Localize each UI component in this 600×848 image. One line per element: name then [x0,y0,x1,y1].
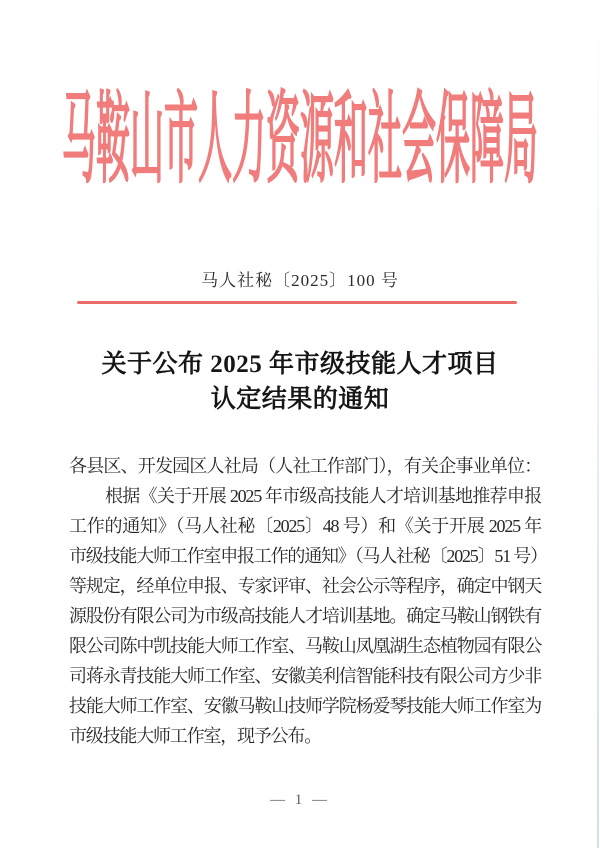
document-title-line2: 认定结果的通知 [210,386,390,413]
document-title-line1: 关于公布 2025 年市级技能人才项目 [101,351,499,378]
body-line: 技能大师工作室、安徽马鞍山技师学院杨爱琴技能大师工作室为 [69,696,541,716]
red-divider-line [77,301,517,304]
body-line: 等规定，经单位申报、专家评审、社会公示等程序，确定中钢天 [69,576,541,596]
body-line: 工作的通知》（马人社秘〔2025〕48 号）和《关于开展 2025 年 [69,516,541,536]
body-line: 根据《关于开展 2025 年市级高技能人才培训基地推荐申报 [105,486,541,506]
body-line: 源股份有限公司为市级高技能人才培训基地。确定马鞍山钢铁有 [69,606,541,626]
body-line: 各县区、开发园区人社局（人社工作部门），有关企事业单位： [69,456,541,476]
issuing-agency-header: 马鞍山市人力资源和社会保障局 [62,83,538,196]
body-line: 市级技能大师工作室申报工作的通知》（马人社秘〔2025〕51 号） [69,546,547,566]
body-line: 限公司陈中凯技能大师工作室、马鞍山凤凰湖生态植物园有限公 [69,636,541,656]
page-number: — 1 — [270,792,330,808]
document-title [0,347,600,417]
body-line: 司蒋永青技能大师工作室、安徽美利信智能科技有限公司方少非 [69,666,541,686]
document-body [69,451,547,751]
document-number: 马人社秘〔2025〕100 号 [201,271,399,290]
body-line: 市级技能大师工作室，现予公布。 [69,726,321,746]
scan-edge-artifact [597,0,599,848]
